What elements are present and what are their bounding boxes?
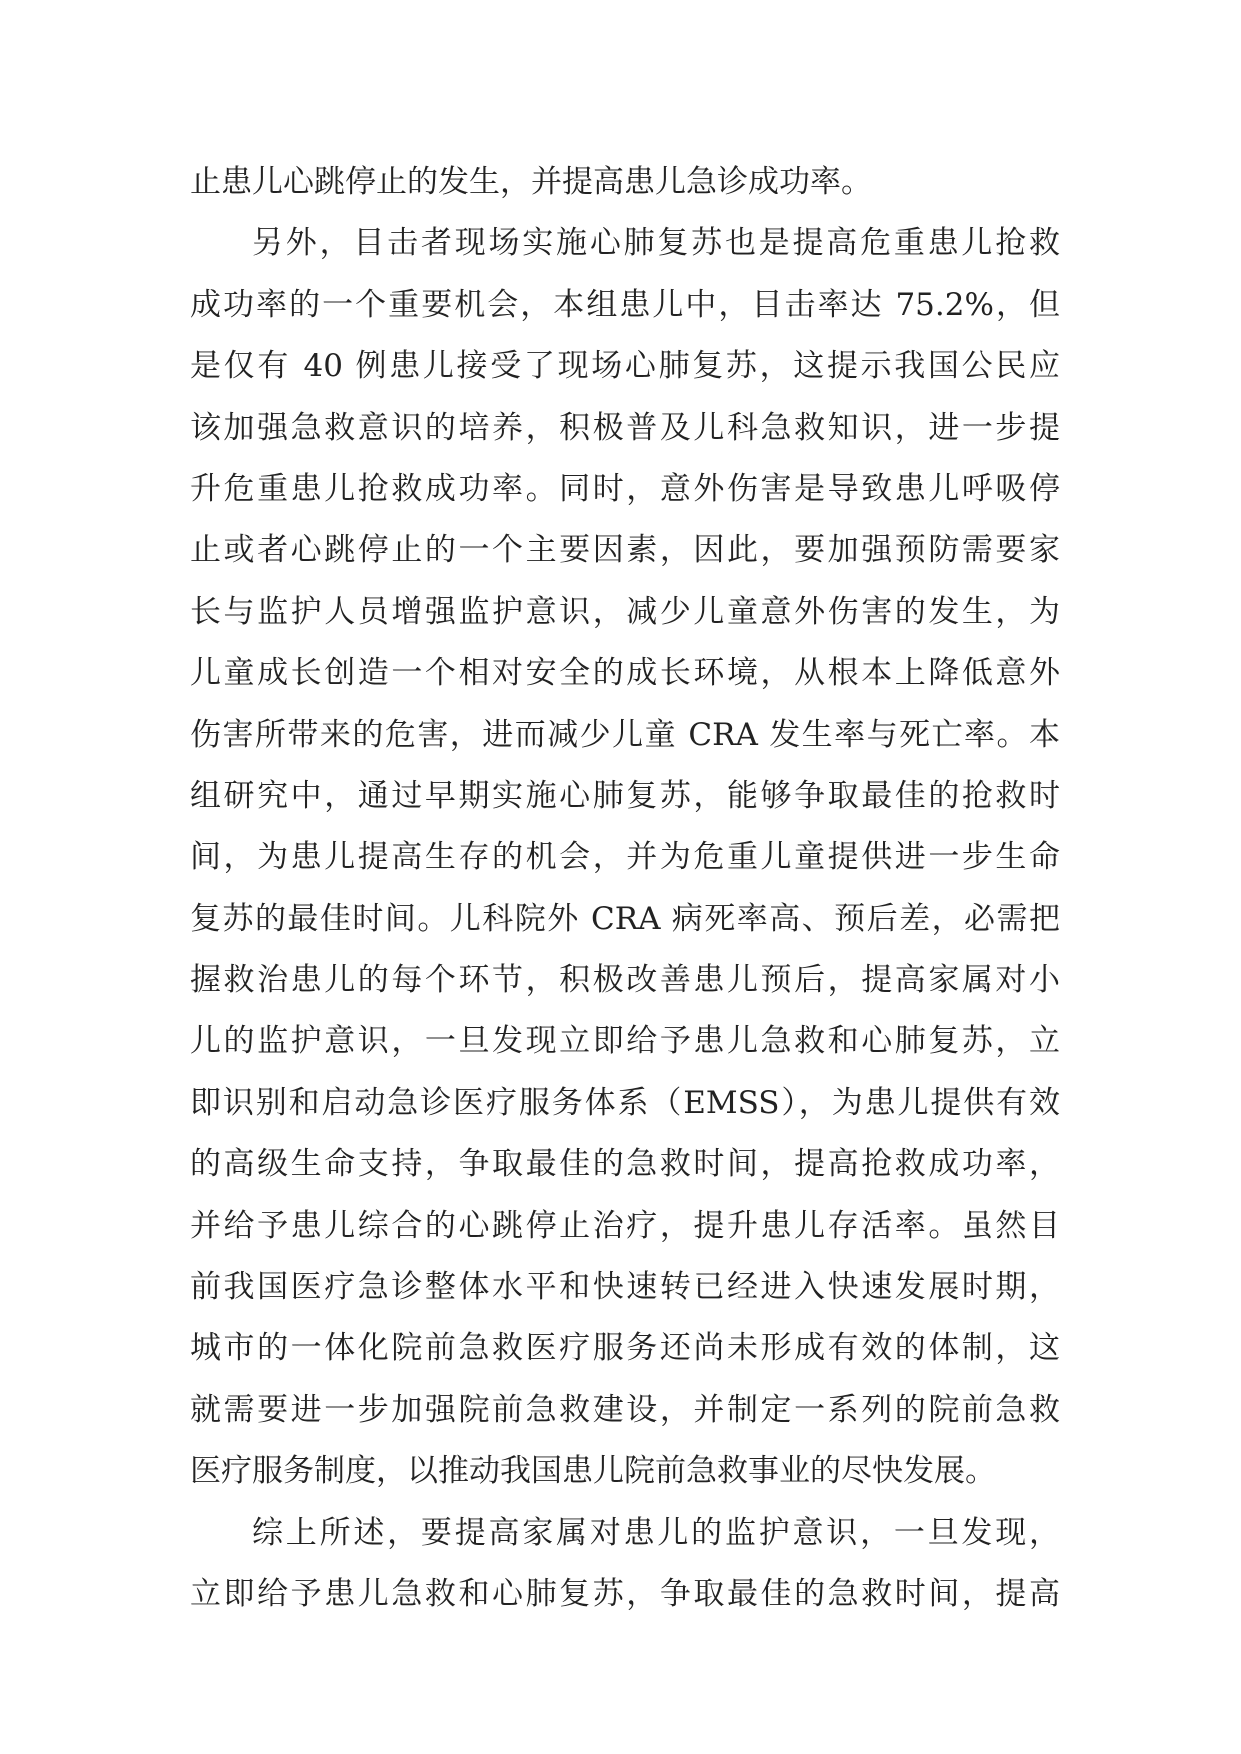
text-line: 的高级生命支持，争取最佳的急救时间，提高抢救成功率， [190, 1146, 1060, 1183]
text-line: 就需要进一步加强院前急救建设，并制定一系列的院前急救 [190, 1391, 1060, 1428]
text-line: 止患儿心跳停止的发生，并提高患儿急诊成功率。 [190, 164, 872, 200]
text-line: 握救治患儿的每个环节，积极改善患儿预后，提高家属对小 [190, 962, 1060, 999]
text-line: 儿童成长创造一个相对安全的成长环境，从根本上降低意外 [190, 655, 1060, 692]
text-line: 并给予患儿综合的心跳停止治疗，提升患儿存活率。虽然目 [190, 1207, 1060, 1244]
text-line: 该加强急救意识的培养，积极普及儿科急救知识，进一步提 [190, 409, 1060, 446]
text-line: 城市的一体化院前急救医疗服务还尚未形成有效的体制，这 [190, 1330, 1060, 1367]
text-line: 止或者心跳停止的一个主要因素，因此，要加强预防需要家 [190, 532, 1060, 569]
text-line: 即识别和启动急诊医疗服务体系（EMSS），为患儿提供有效 [190, 1084, 1060, 1121]
text-line: 儿的监护意识，一旦发现立即给予患儿急救和心肺复苏，立 [190, 1023, 1060, 1060]
paragraph-first-line: 另外，目击者现场实施心肺复苏也是提高危重患儿抢救 [252, 225, 1060, 262]
text-line: 前我国医疗急诊整体水平和快速转已经进入快速发展时期， [190, 1269, 1060, 1306]
text-line: 组研究中，通过早期实施心肺复苏，能够争取最佳的抢救时 [190, 777, 1060, 814]
text-line: 伤害所带来的危害，进而减少儿童 CRA 发生率与死亡率。本 [190, 716, 1060, 753]
text-line: 是仅有 40 例患儿接受了现场心肺复苏，这提示我国公民应 [190, 348, 1060, 385]
body-text [190, 152, 1060, 1625]
text-line: 成功率的一个重要机会，本组患儿中，目击率达 75.2%，但 [190, 286, 1060, 323]
text-line: 复苏的最佳时间。儿科院外 CRA 病死率高、预后差，必需把 [190, 900, 1060, 937]
paragraph-first-line: 综上所述，要提高家属对患儿的监护意识，一旦发现， [252, 1514, 1060, 1551]
text-line: 升危重患儿抢救成功率。同时，意外伤害是导致患儿呼吸停 [190, 470, 1060, 507]
text-line: 间，为患儿提高生存的机会，并为危重儿童提供进一步生命 [190, 839, 1060, 876]
text-line: 医疗服务制度，以推动我国患儿院前急救事业的尽快发展。 [190, 1453, 996, 1490]
text-line: 长与监护人员增强监护意识，减少儿童意外伤害的发生，为 [190, 593, 1060, 630]
text-line: 立即给予患儿急救和心肺复苏，争取最佳的急救时间，提高 [190, 1575, 1060, 1612]
